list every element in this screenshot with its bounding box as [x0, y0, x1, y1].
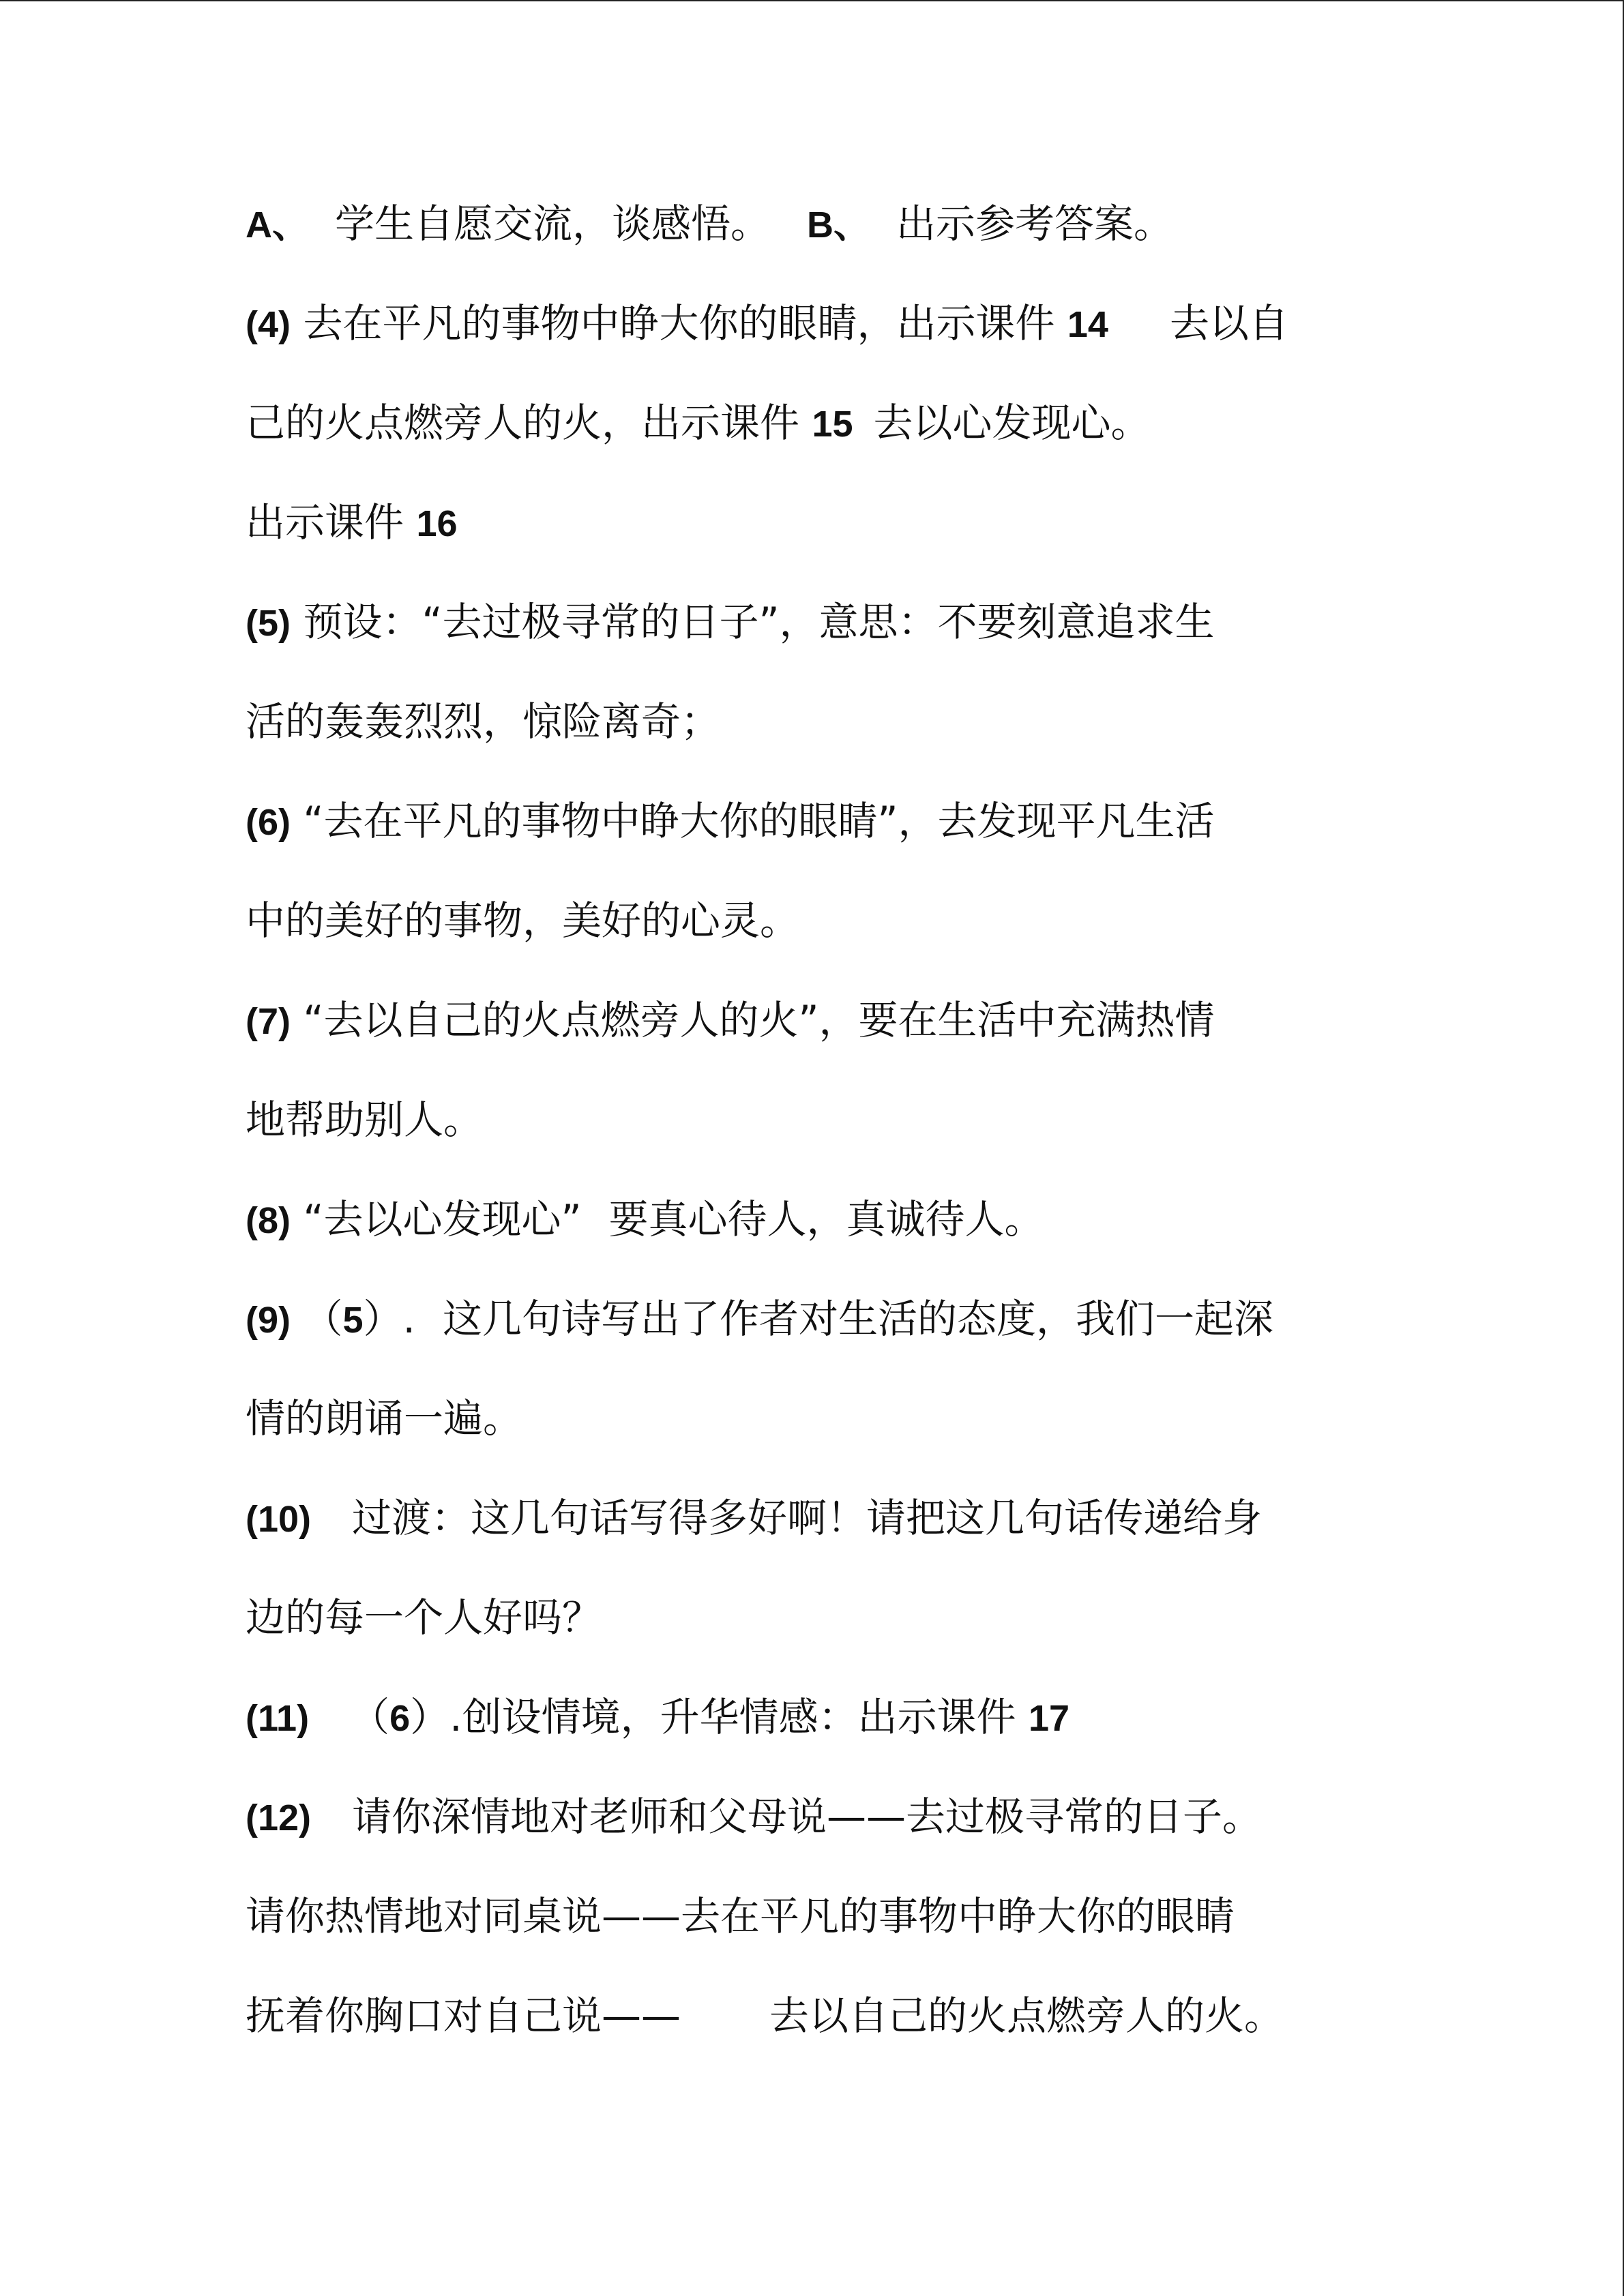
label-a: A、 [246, 205, 309, 245]
item-10-text-2: 边的每一个人好吗？ [246, 1594, 602, 1641]
item-4-line-2 [246, 398, 1151, 447]
item-8-text-1b: 要真心待人，真诚待人。 [608, 1196, 1044, 1242]
item-8-number: (8) [246, 1200, 291, 1241]
item-6-line-2 [246, 896, 799, 945]
item-6-number: (6) [246, 802, 291, 843]
item-9-text-2: 情的朗诵一遍。 [246, 1395, 523, 1442]
item-7-text-2: 地帮助别人。 [246, 1097, 484, 1143]
item-5-line-1 [246, 597, 1215, 646]
item-12-number: (12) [246, 1798, 312, 1838]
item-4-courseware-14: 14 [1067, 304, 1108, 345]
item-4-text-1b: 去以自 [1169, 300, 1288, 346]
item-7-number: (7) [246, 1001, 291, 1042]
item-10-line-2 [246, 1593, 602, 1642]
item-11-number: (11) [246, 1698, 310, 1739]
item-7-text-1: “去以自己的火点燃旁人的火”，要在生活中充满热情 [303, 997, 1215, 1043]
text-a: 学生自愿交流，谈感悟。 [335, 200, 771, 247]
item-4-text-2b: 去以心发现心。 [873, 400, 1151, 446]
line-ab [246, 199, 1173, 248]
item-7-line-2 [246, 1095, 483, 1144]
item-12-text-3a: 抚着你胸口对自己说—— [246, 1993, 681, 2039]
item-4-courseware-15: 15 [812, 404, 853, 445]
item-6-text-2: 中的美好的事物，美好的心灵。 [246, 897, 800, 944]
item-11-line-1 [246, 1693, 1069, 1742]
item-11-text-1: 创设情境，升华情感：出示课件 [462, 1694, 1016, 1740]
courseware-16-text: 出示课件 [246, 499, 404, 546]
label-b: B、 [807, 205, 871, 245]
item-9-paren-open: （ [303, 1296, 343, 1342]
item-4-number: (4) [246, 304, 291, 345]
item-11-paren-close: ）. [410, 1694, 462, 1740]
text-b: 出示参考答案。 [896, 200, 1174, 247]
item-9-number: (9) [246, 1300, 291, 1341]
item-11-paren-open: （ [350, 1694, 390, 1740]
item-4-text-1: 去在平凡的事物中睁大你的眼睛，出示课件 [303, 300, 1055, 346]
item-4-text-2: 己的火点燃旁人的火，出示课件 [246, 400, 800, 446]
item-9-paren-close: ）. [363, 1296, 415, 1342]
item-6-text-1: “去在平凡的事物中睁大你的眼睛”，去发现平凡生活 [303, 798, 1215, 844]
item-9-line-1 [246, 1294, 1273, 1343]
item-7-line-1 [246, 996, 1215, 1045]
item-10-line-1 [246, 1493, 1262, 1542]
item-10-text-1: 过渡：这几句话写得多好啊！请把这几句话传递给身 [352, 1495, 1263, 1541]
item-10-number: (10) [246, 1499, 312, 1540]
item-12-line-1 [246, 1792, 1262, 1841]
item-11-courseware-17: 17 [1029, 1698, 1070, 1739]
courseware-16-line [246, 498, 458, 547]
item-9-line-2 [246, 1394, 522, 1443]
item-9-sub-number: 5 [342, 1300, 364, 1341]
item-12-line-3 [246, 1991, 1284, 2040]
item-12-text-2: 请你热情地对同桌说——去在平凡的事物中睁大你的眼睛 [246, 1893, 1235, 1939]
item-6-line-1 [246, 796, 1215, 846]
item-11-sub-number: 6 [389, 1698, 411, 1739]
courseware-16-number: 16 [416, 503, 458, 544]
item-12-text-1: 请你深情地对老师和父母说——去过极寻常的日子。 [352, 1793, 1263, 1840]
item-12-text-3b: 去以自己的火点燃旁人的火。 [769, 1993, 1284, 2039]
item-9-text-1: 这几句诗写出了作者对生活的态度，我们一起深 [442, 1296, 1273, 1342]
item-5-text-1: 预设：“去过极寻常的日子”，意思：不要刻意追求生 [303, 599, 1215, 645]
item-8-text-1: “去以心发现心” [303, 1196, 582, 1242]
item-8-line-1 [246, 1195, 1044, 1244]
item-5-line-2 [246, 697, 720, 746]
item-5-text-2: 活的轰轰烈烈，惊险离奇； [246, 698, 721, 745]
item-5-number: (5) [246, 603, 291, 644]
item-12-line-2 [246, 1892, 1235, 1941]
item-4-line-1 [246, 299, 1288, 348]
